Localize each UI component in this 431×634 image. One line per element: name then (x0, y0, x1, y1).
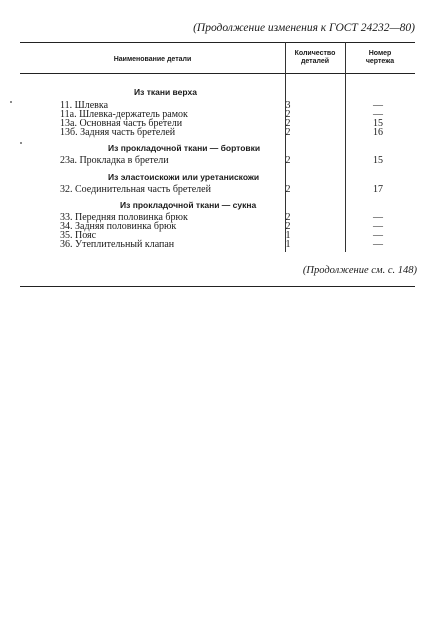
table-row: 33. Передняя половинка брюк (60, 212, 188, 223)
row-qty: 2 (285, 221, 291, 232)
row-qty: 2 (285, 184, 291, 195)
column-header-drawing-line1: Номер (368, 50, 392, 57)
row-drawing: — (373, 109, 383, 120)
column-header-qty-line2: деталей (300, 58, 330, 65)
row-qty: 1 (285, 239, 291, 250)
table-row: 13б. Задняя часть бретелей (60, 127, 176, 138)
row-drawing: — (373, 221, 383, 232)
row-drawing: — (373, 100, 383, 111)
row-qty: 2 (285, 127, 291, 138)
table-row: 13а. Основная часть бретели (60, 118, 183, 129)
table-row: 34. Задняя половинка брюк (60, 221, 177, 232)
margin-mark (20, 142, 22, 144)
column-header-drawing-line2: чертежа (365, 58, 395, 65)
table-header-rule (20, 73, 415, 74)
table-top-rule (20, 42, 415, 43)
table-row: 23а. Прокладка в бретели (60, 155, 169, 166)
column-header-qty (285, 50, 345, 66)
row-qty: 2 (285, 109, 291, 120)
page-bottom-rule (20, 286, 415, 287)
row-drawing: 16 (373, 127, 383, 138)
table-row: 36. Утеплительный клапан (60, 239, 175, 250)
column-divider-2 (345, 42, 346, 252)
section-title: Из прокладочной ткани — сукна (120, 200, 257, 210)
row-drawing: — (373, 239, 383, 250)
column-header-qty-line1: Количество (294, 50, 336, 57)
row-drawing: 15 (373, 155, 383, 166)
continuation-header: (Продолжение изменения к ГОСТ 24232—80) (193, 22, 415, 34)
table-row: 35. Пояс (60, 230, 97, 241)
row-qty: 2 (285, 212, 291, 223)
section-title: Из эластоискожи или уретанискожи (108, 172, 260, 182)
column-header-name: Наименование детали (113, 56, 192, 63)
section-title: Из ткани верха (134, 87, 197, 97)
continuation-footer: (Продолжение см. с. 148) (302, 265, 417, 276)
section-title: Из прокладочной ткани — бортовки (108, 143, 261, 153)
row-drawing: 15 (373, 118, 383, 129)
margin-mark (10, 101, 12, 103)
table-row: 32. Соединительная часть бретелей (60, 184, 211, 195)
row-qty: 3 (285, 100, 291, 111)
row-drawing: — (373, 230, 383, 241)
row-qty: 2 (285, 155, 291, 166)
row-qty: 2 (285, 118, 291, 129)
row-drawing: 17 (373, 184, 383, 195)
table-row: 11. Шлевка (60, 100, 109, 111)
row-qty: 1 (285, 230, 291, 241)
row-drawing: — (373, 212, 383, 223)
column-header-drawing (345, 50, 415, 66)
table-row: 11а. Шлевка-держатель рамок (60, 109, 188, 120)
